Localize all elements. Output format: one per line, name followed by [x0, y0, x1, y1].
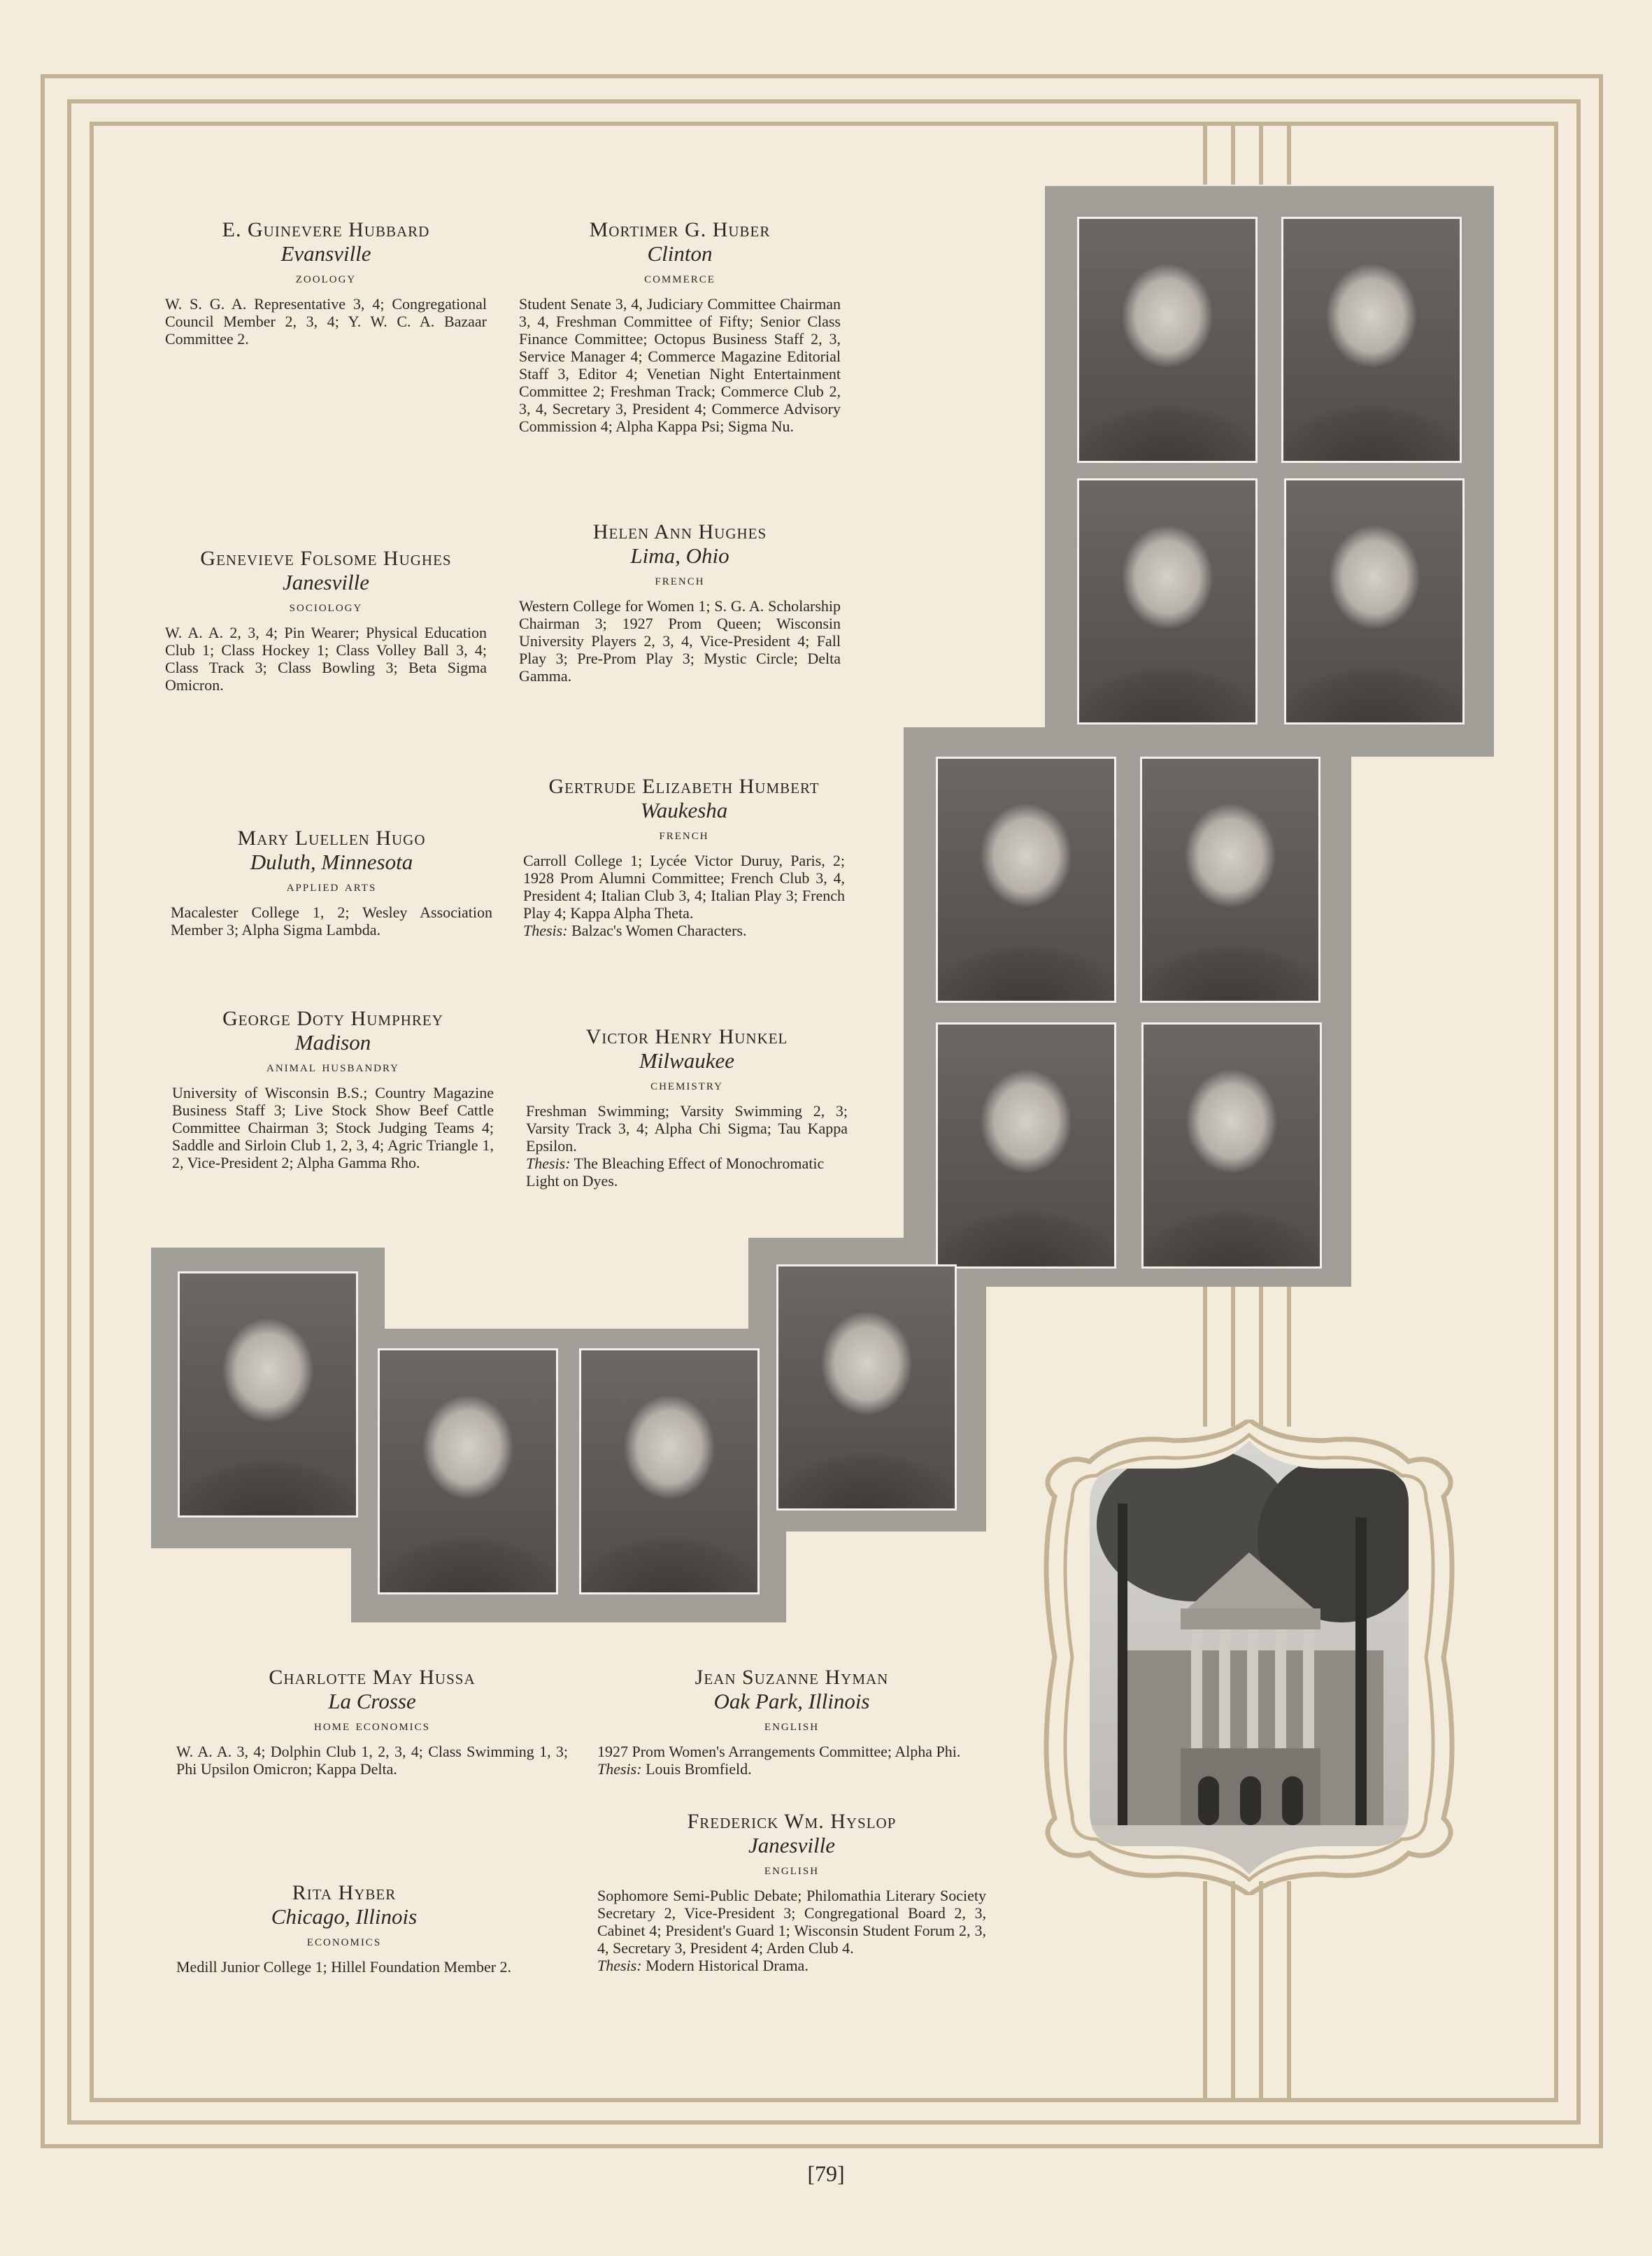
portrait-photo	[1077, 478, 1258, 724]
ornament-line	[1259, 122, 1263, 185]
thesis-label: Thesis:	[526, 1155, 571, 1172]
student-activities: Macalester College 1, 2; Wesley Association Member 3; Alpha Sigma Lambda.	[171, 904, 492, 938]
thesis-label: Thesis:	[523, 922, 568, 939]
thesis-title: The Bleaching Effect of Monochromatic Light on Dyes.	[526, 1155, 825, 1190]
ornament-line	[1287, 122, 1291, 185]
thesis-label: Thesis:	[597, 1957, 642, 1974]
student-hometown: Clinton	[647, 241, 713, 266]
student-activities: W. A. A. 3, 4; Dolphin Club 1, 2, 3, 4; Class Swimming 1, 3; Phi Upsilon Omicron; Kappa Delta.	[176, 1743, 568, 1778]
student-activities: W. S. G. A. Representative 3, 4; Congregational Council Member 2, 3, 4; Y. W. C. A. Bazaar Committee 2.	[165, 295, 487, 348]
student-hometown: Janesville	[748, 1833, 835, 1857]
portrait-photo	[1140, 757, 1320, 1003]
student-hometown: La Crosse	[328, 1689, 416, 1713]
student-hometown: Milwaukee	[639, 1048, 734, 1073]
student-entry	[171, 827, 492, 938]
student-hometown: Lima, Ohio	[630, 543, 729, 568]
ornament-line	[1287, 1881, 1291, 2102]
student-major: zoology	[295, 269, 357, 286]
student-name: Jean Suzanne Hyman	[695, 1666, 889, 1689]
ornament-line	[1259, 1280, 1263, 1427]
student-entry	[519, 520, 841, 685]
student-name: Mary Luellen Hugo	[237, 827, 426, 850]
student-major: english	[764, 1716, 820, 1734]
student-activities: Freshman Swimming; Varsity Swimming 2, 3; Varsity Track 3, 4; Alpha Chi Sigma; Tau Kappa Epsilon.	[526, 1102, 848, 1155]
portrait-photo	[1141, 1022, 1322, 1269]
student-name: Victor Henry Hunkel	[585, 1025, 788, 1048]
student-activities: Sophomore Semi-Public Debate; Philomathia Literary Society Secretary 2, Vice-President 3; Congregational Board 2, 3, Cabinet 4; President's Guard 1; Wisconsin Student Forum 2, 3, 4, Secretary 3, President 4; Arden Club 4.	[597, 1887, 986, 1957]
student-activities: University of Wisconsin B.S.; Country Magazine Business Staff 3; Live Stock Show Beef Cattle Committee Chairman 3; Stock Judging Teams 4; Saddle and Sirloin Club 1, 2, 3, 4; Agric Triangle 1, 2, Vice-President 2; Alpha Gamma Rho.	[172, 1084, 494, 1171]
student-entry	[176, 1666, 568, 1778]
student-entry	[523, 775, 845, 939]
student-hometown: Oak Park, Illinois	[713, 1689, 870, 1713]
thesis-title: Louis Bromfield.	[646, 1760, 752, 1778]
ornament-line	[1259, 1881, 1263, 2102]
student-activities: Medill Junior College 1; Hillel Foundation Member 2.	[176, 1958, 512, 1976]
student-major: chemistry	[650, 1076, 723, 1093]
ornament-line	[1203, 1280, 1207, 1427]
portrait-photo	[936, 1022, 1116, 1269]
student-thesis	[597, 1957, 986, 1974]
student-major: sociology	[289, 597, 363, 615]
student-name: Helen Ann Hughes	[592, 520, 767, 543]
page-number: [79]	[807, 2161, 845, 2186]
portrait-photo	[579, 1348, 760, 1594]
student-name: Genevieve Folsome Hughes	[200, 547, 452, 570]
portrait-photo	[936, 757, 1116, 1003]
portrait-photo	[776, 1264, 957, 1511]
student-entry	[165, 547, 487, 694]
ornament-line	[1231, 1881, 1235, 2102]
student-name: George Doty Humphrey	[222, 1007, 443, 1030]
student-activities: 1927 Prom Women's Arrangements Committee; Alpha Phi.	[597, 1743, 961, 1760]
thesis-title: Balzac's Women Characters.	[571, 922, 747, 939]
student-major: french	[655, 571, 705, 588]
student-major: commerce	[644, 269, 715, 286]
student-activities: W. A. A. 2, 3, 4; Pin Wearer; Physical Education Club 1; Class Hockey 1; Class Volley Ball 3, 4; Class Track 3; Class Bowling 3; Beta Sigma Omicron.	[165, 624, 487, 694]
student-name: Rita Hyber	[292, 1881, 397, 1904]
student-entry	[526, 1025, 848, 1190]
student-thesis	[526, 1155, 848, 1190]
student-entry	[176, 1881, 512, 1976]
building-vignette	[1013, 1420, 1486, 1895]
student-entry	[165, 218, 487, 348]
student-major: french	[659, 825, 709, 843]
student-name: Frederick Wm. Hyslop	[687, 1810, 897, 1833]
student-entry	[597, 1666, 986, 1778]
ornament-line	[1203, 122, 1207, 185]
student-name: Charlotte May Hussa	[269, 1666, 476, 1689]
ornament-line	[1231, 122, 1235, 185]
student-entry	[172, 1007, 494, 1171]
student-major: animal husbandry	[266, 1057, 399, 1075]
student-hometown: Janesville	[283, 570, 369, 594]
student-major: applied arts	[286, 877, 377, 894]
student-thesis	[597, 1760, 986, 1778]
student-entry	[519, 218, 841, 435]
portrait-photo	[378, 1348, 558, 1594]
student-hometown: Evansville	[280, 241, 371, 266]
portrait-photo	[1077, 217, 1258, 463]
student-name: Mortimer G. Huber	[589, 218, 771, 241]
portrait-photo	[1284, 478, 1465, 724]
student-activities: Western College for Women 1; S. G. A. Scholarship Chairman 3; 1927 Prom Queen; Wisconsin University Players 2, 3, 4, Vice-President 4; Fall Play 3; Pre-Prom Play 3; Mystic Circle; Delta Gamma.	[519, 597, 841, 685]
student-major: english	[764, 1860, 820, 1878]
thesis-title: Modern Historical Drama.	[646, 1957, 809, 1974]
portrait-photo	[1281, 217, 1462, 463]
ornament-line	[1287, 1280, 1291, 1427]
student-activities: Student Senate 3, 4, Judiciary Committee Chairman 3, 4, Freshman Committee of Fifty; Senior Class Finance Committee; Octopus Business Staff 2, 3, Service Manager 4; Commerce Magazine Editorial Staff 3, Editor 4; Venetian Night Entertainment Committee 2; Freshman Track; Commerce Club 2, 3, 4, Secretary 3, President 4; Commerce Advisory Commission 4; Alpha Kappa Psi; Sigma Nu.	[519, 295, 841, 435]
student-hometown: Duluth, Minnesota	[250, 850, 413, 874]
student-major: home economics	[313, 1716, 430, 1734]
student-name: E. Guinevere Hubbard	[222, 218, 430, 241]
student-major: economics	[306, 1932, 382, 1949]
student-hometown: Madison	[294, 1030, 371, 1055]
student-thesis	[523, 922, 845, 939]
thesis-label: Thesis:	[597, 1760, 642, 1778]
student-activities: Carroll College 1; Lycée Victor Duruy, Paris, 2; 1928 Prom Alumni Committee; French Club 3, 4, President 4; Italian Club 3, 4; Italian Play 3; French Play 4; Kappa Alpha Theta.	[523, 852, 845, 922]
ornament-line	[1231, 1280, 1235, 1427]
portrait-photo	[178, 1271, 358, 1518]
student-name: Gertrude Elizabeth Humbert	[548, 775, 820, 798]
ornament-line	[1203, 1881, 1207, 2102]
student-hometown: Waukesha	[640, 798, 728, 822]
student-hometown: Chicago, Illinois	[271, 1904, 418, 1929]
student-entry	[597, 1810, 986, 1974]
